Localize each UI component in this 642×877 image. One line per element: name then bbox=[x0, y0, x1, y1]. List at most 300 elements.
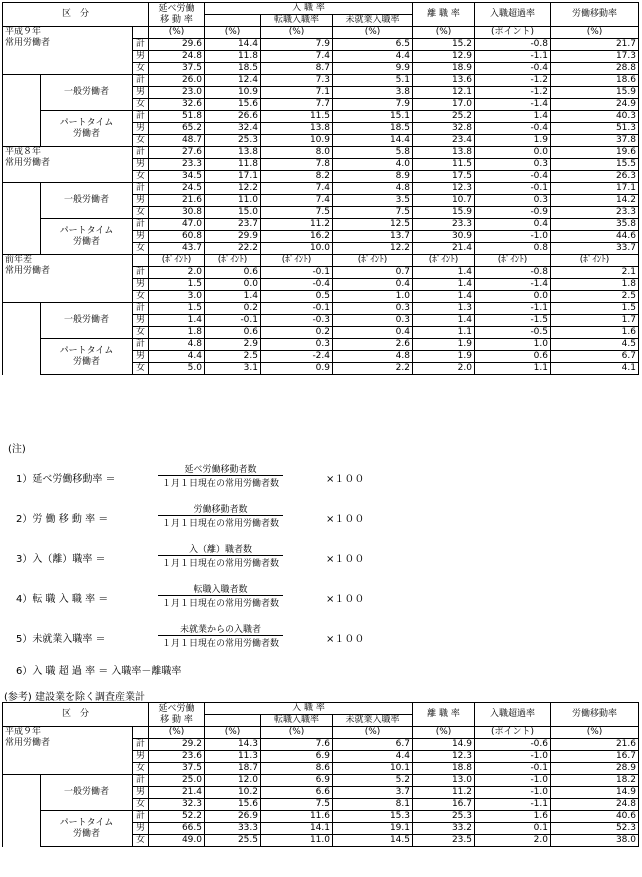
value-cell: 30.9 bbox=[413, 231, 475, 243]
value-cell: 1.5 bbox=[551, 303, 639, 315]
value-cell: 14.9 bbox=[413, 739, 475, 751]
value-cell: 18.8 bbox=[413, 763, 475, 775]
value-cell: 1.4 bbox=[205, 291, 261, 303]
value-cell: 29.6 bbox=[149, 39, 205, 51]
sex-cell: 計 bbox=[133, 39, 149, 51]
sex-cell: 計 bbox=[133, 183, 149, 195]
value-cell: 14.3 bbox=[205, 739, 261, 751]
group-label: パートタイム 労働者 bbox=[41, 339, 133, 375]
table-row bbox=[3, 775, 639, 787]
value-cell: 40.3 bbox=[551, 111, 639, 123]
value-cell: -0.4 bbox=[261, 279, 333, 291]
value-cell: 11.8 bbox=[205, 159, 261, 171]
value-cell: 3.5 bbox=[333, 195, 413, 207]
value-cell: 21.4 bbox=[413, 243, 475, 255]
unit-cell: (ﾎﾟｲﾝﾄ) bbox=[261, 255, 333, 267]
value-cell: 26.6 bbox=[205, 111, 261, 123]
value-cell: 44.6 bbox=[551, 231, 639, 243]
value-cell: 1.5 bbox=[149, 279, 205, 291]
sex-cell: 男 bbox=[133, 231, 149, 243]
value-cell: 51.8 bbox=[149, 111, 205, 123]
value-cell: 15.2 bbox=[413, 39, 475, 51]
sex-cell: 男 bbox=[133, 123, 149, 135]
value-cell: 32.3 bbox=[149, 799, 205, 811]
value-cell: 0.3 bbox=[475, 195, 551, 207]
group-label: 一般労働者 bbox=[41, 75, 133, 111]
value-cell: 4.8 bbox=[149, 339, 205, 351]
value-cell: -0.3 bbox=[261, 315, 333, 327]
value-cell: 1.4 bbox=[413, 267, 475, 279]
value-cell: -0.4 bbox=[475, 63, 551, 75]
group-label: 前年差 常用労働者 bbox=[3, 255, 133, 303]
value-cell: 29.2 bbox=[149, 739, 205, 751]
value-cell: 13.8 bbox=[413, 147, 475, 159]
value-cell: 7.5 bbox=[261, 799, 333, 811]
value-cell: 15.6 bbox=[205, 99, 261, 111]
header-nobe bbox=[149, 703, 205, 727]
indent-spacer bbox=[3, 811, 41, 847]
reference-table bbox=[2, 702, 639, 847]
header-nyushoku: 入 職 率 bbox=[205, 703, 413, 715]
header-nobe-line1: 延べ労働 bbox=[158, 3, 195, 14]
value-cell: 5.0 bbox=[149, 363, 205, 375]
value-cell: 0.4 bbox=[475, 219, 551, 231]
unit-cell: (%) bbox=[333, 727, 413, 739]
indent-spacer bbox=[3, 339, 41, 375]
value-cell: 11.0 bbox=[261, 835, 333, 847]
note-numerator: 労働移動者数 bbox=[193, 505, 248, 515]
value-cell: -1.1 bbox=[475, 303, 551, 315]
reference-title: (参考) 建設業を除く調査産業計 bbox=[4, 692, 145, 703]
value-cell: 4.4 bbox=[149, 351, 205, 363]
value-cell: 25.5 bbox=[205, 835, 261, 847]
header-tenshoku: 転職入職率 bbox=[261, 715, 333, 727]
value-cell: 4.5 bbox=[551, 339, 639, 351]
value-cell: 5.8 bbox=[333, 147, 413, 159]
value-cell: 11.0 bbox=[205, 195, 261, 207]
value-cell: 16.7 bbox=[413, 799, 475, 811]
sex-cell: 男 bbox=[133, 751, 149, 763]
value-cell: 18.9 bbox=[413, 63, 475, 75]
value-cell: 1.9 bbox=[413, 351, 475, 363]
value-cell: 10.7 bbox=[413, 195, 475, 207]
value-cell: 0.6 bbox=[205, 327, 261, 339]
value-cell: 4.1 bbox=[551, 363, 639, 375]
header-mishugyo: 未就業入職率 bbox=[333, 715, 413, 727]
value-cell: 12.2 bbox=[205, 183, 261, 195]
value-cell: 23.6 bbox=[149, 751, 205, 763]
value-cell: 0.8 bbox=[475, 243, 551, 255]
sex-cell: 計 bbox=[133, 147, 149, 159]
value-cell: 24.8 bbox=[149, 51, 205, 63]
table-row bbox=[3, 303, 639, 315]
value-cell: -1.0 bbox=[475, 787, 551, 799]
note-denominator: １月１日現在の常用労働者数 bbox=[158, 555, 283, 569]
value-cell: 4.0 bbox=[333, 159, 413, 171]
value-cell: 10.0 bbox=[261, 243, 333, 255]
value-cell: 28.9 bbox=[551, 763, 639, 775]
value-cell: 49.0 bbox=[149, 835, 205, 847]
group-label: 一般労働者 bbox=[41, 775, 133, 811]
unit-cell: (%) bbox=[413, 727, 475, 739]
note-item bbox=[8, 582, 628, 612]
note-item-6: 6）入 職 超 過 率 ＝ 入職率－離職率 bbox=[16, 666, 182, 677]
value-cell: 24.9 bbox=[551, 99, 639, 111]
value-cell: 0.0 bbox=[475, 291, 551, 303]
sex-cell: 計 bbox=[133, 811, 149, 823]
unit-cell: (%) bbox=[149, 727, 205, 739]
value-cell: 4.8 bbox=[333, 351, 413, 363]
value-cell: 0.9 bbox=[261, 363, 333, 375]
value-cell: -0.8 bbox=[475, 267, 551, 279]
indent-spacer bbox=[3, 183, 41, 219]
value-cell: 0.0 bbox=[205, 279, 261, 291]
note-item bbox=[8, 462, 628, 492]
table-row bbox=[3, 339, 639, 351]
header-choka: 入職超過率 bbox=[475, 3, 551, 27]
value-cell: 1.9 bbox=[475, 135, 551, 147]
unit-cell: (%) bbox=[413, 27, 475, 39]
note-numerator: 転職入職者数 bbox=[193, 585, 248, 595]
unit-cell: (%) bbox=[551, 727, 639, 739]
value-cell: 8.6 bbox=[261, 763, 333, 775]
indent-spacer bbox=[3, 219, 41, 255]
header-row bbox=[3, 3, 639, 15]
sex-cell: 計 bbox=[133, 739, 149, 751]
unit-cell: (%) bbox=[261, 727, 333, 739]
value-cell: 12.5 bbox=[333, 219, 413, 231]
value-cell: 16.7 bbox=[551, 751, 639, 763]
sex-cell: 女 bbox=[133, 327, 149, 339]
note-label: 2）労 働 移 動 率 ＝ bbox=[16, 514, 109, 525]
unit-cell: (ﾎﾟｲﾝﾄ) bbox=[149, 255, 205, 267]
value-cell: 10.9 bbox=[205, 87, 261, 99]
value-cell: 0.4 bbox=[333, 327, 413, 339]
value-cell: 18.5 bbox=[205, 63, 261, 75]
value-cell: 52.3 bbox=[551, 823, 639, 835]
value-cell: 26.3 bbox=[551, 171, 639, 183]
value-cell: -1.1 bbox=[475, 51, 551, 63]
value-cell: 7.3 bbox=[261, 75, 333, 87]
value-cell: 9.9 bbox=[333, 63, 413, 75]
note-fraction bbox=[158, 502, 283, 529]
value-cell: 14.1 bbox=[261, 823, 333, 835]
note-multiplier: ×１００ bbox=[326, 594, 365, 605]
sex-cell: 計 bbox=[133, 339, 149, 351]
value-cell: 22.2 bbox=[205, 243, 261, 255]
value-cell: 21.6 bbox=[149, 195, 205, 207]
value-cell: 1.1 bbox=[413, 327, 475, 339]
value-cell: 21.4 bbox=[149, 787, 205, 799]
value-cell: 32.4 bbox=[205, 123, 261, 135]
value-cell: 4.4 bbox=[333, 51, 413, 63]
value-cell: 2.5 bbox=[551, 291, 639, 303]
value-cell: 28.8 bbox=[551, 63, 639, 75]
value-cell: 18.2 bbox=[551, 775, 639, 787]
value-cell: 16.2 bbox=[261, 231, 333, 243]
value-cell: 25.3 bbox=[205, 135, 261, 147]
sex-cell: 女 bbox=[133, 291, 149, 303]
value-cell: 7.7 bbox=[261, 99, 333, 111]
table-row bbox=[3, 219, 639, 231]
note-item bbox=[8, 502, 628, 532]
value-cell: 6.5 bbox=[333, 39, 413, 51]
value-cell: 12.3 bbox=[413, 183, 475, 195]
value-cell: 17.5 bbox=[413, 171, 475, 183]
value-cell: 1.1 bbox=[475, 363, 551, 375]
value-cell: 0.2 bbox=[261, 327, 333, 339]
value-cell: 24.8 bbox=[551, 799, 639, 811]
value-cell: 0.0 bbox=[475, 147, 551, 159]
sex-cell: 男 bbox=[133, 351, 149, 363]
value-cell: 25.2 bbox=[413, 111, 475, 123]
value-cell: 60.8 bbox=[149, 231, 205, 243]
value-cell: 7.9 bbox=[333, 99, 413, 111]
value-cell: 13.8 bbox=[261, 123, 333, 135]
unit-sex-blank bbox=[133, 27, 149, 39]
value-cell: -1.4 bbox=[475, 99, 551, 111]
value-cell: 32.8 bbox=[413, 123, 475, 135]
value-cell: 7.4 bbox=[261, 183, 333, 195]
value-cell: 11.5 bbox=[261, 111, 333, 123]
sex-cell: 男 bbox=[133, 787, 149, 799]
value-cell: 0.4 bbox=[333, 279, 413, 291]
value-cell: 14.5 bbox=[333, 835, 413, 847]
value-cell: 12.2 bbox=[333, 243, 413, 255]
value-cell: 2.0 bbox=[413, 363, 475, 375]
unit-cell: (%) bbox=[333, 27, 413, 39]
note-item bbox=[8, 622, 628, 652]
value-cell: 0.7 bbox=[333, 267, 413, 279]
sex-cell: 女 bbox=[133, 63, 149, 75]
value-cell: -1.4 bbox=[475, 279, 551, 291]
value-cell: -0.6 bbox=[475, 739, 551, 751]
unit-cell: (%) bbox=[551, 27, 639, 39]
value-cell: 1.5 bbox=[149, 303, 205, 315]
value-cell: 15.0 bbox=[205, 207, 261, 219]
value-cell: 33.3 bbox=[205, 823, 261, 835]
indent-spacer bbox=[3, 775, 41, 811]
value-cell: 13.0 bbox=[413, 775, 475, 787]
sex-cell: 男 bbox=[133, 159, 149, 171]
value-cell: 2.5 bbox=[205, 351, 261, 363]
unit-cell: (ポイント) bbox=[475, 727, 551, 739]
value-cell: 0.6 bbox=[475, 351, 551, 363]
value-cell: 13.7 bbox=[333, 231, 413, 243]
header-roudou: 労働移動率 bbox=[551, 3, 639, 27]
value-cell: 48.7 bbox=[149, 135, 205, 147]
value-cell: 0.3 bbox=[475, 159, 551, 171]
value-cell: -1.0 bbox=[475, 751, 551, 763]
value-cell: 17.1 bbox=[551, 183, 639, 195]
value-cell: 8.9 bbox=[333, 171, 413, 183]
main-table bbox=[2, 2, 639, 375]
value-cell: 1.6 bbox=[475, 811, 551, 823]
sex-cell: 女 bbox=[133, 243, 149, 255]
value-cell: 27.6 bbox=[149, 147, 205, 159]
header-kubun: 区 分 bbox=[3, 3, 149, 27]
value-cell: 10.2 bbox=[205, 787, 261, 799]
value-cell: 2.0 bbox=[149, 267, 205, 279]
value-cell: 26.9 bbox=[205, 811, 261, 823]
note-label: 4）転 職 入 職 率 ＝ bbox=[16, 594, 109, 605]
value-cell: 26.0 bbox=[149, 75, 205, 87]
value-cell: 21.6 bbox=[551, 739, 639, 751]
value-cell: 0.1 bbox=[475, 823, 551, 835]
note-multiplier: ×１００ bbox=[326, 514, 365, 525]
note-multiplier: ×１００ bbox=[326, 474, 365, 485]
value-cell: 3.7 bbox=[333, 787, 413, 799]
header-blank bbox=[205, 715, 261, 727]
value-cell: 15.9 bbox=[413, 207, 475, 219]
value-cell: 5.2 bbox=[333, 775, 413, 787]
value-cell: 35.8 bbox=[551, 219, 639, 231]
value-cell: -0.1 bbox=[261, 303, 333, 315]
value-cell: 2.9 bbox=[205, 339, 261, 351]
value-cell: -0.8 bbox=[475, 39, 551, 51]
sex-cell: 女 bbox=[133, 763, 149, 775]
value-cell: 1.7 bbox=[551, 315, 639, 327]
sex-cell: 女 bbox=[133, 135, 149, 147]
value-cell: 34.5 bbox=[149, 171, 205, 183]
value-cell: 13.8 bbox=[205, 147, 261, 159]
value-cell: 33.2 bbox=[413, 823, 475, 835]
note-denominator: １月１日現在の常用労働者数 bbox=[158, 635, 283, 649]
value-cell: 7.4 bbox=[261, 51, 333, 63]
sex-cell: 計 bbox=[133, 111, 149, 123]
value-cell: 2.2 bbox=[333, 363, 413, 375]
note-multiplier: ×１００ bbox=[326, 554, 365, 565]
sex-cell: 女 bbox=[133, 835, 149, 847]
sex-cell: 男 bbox=[133, 195, 149, 207]
value-cell: 6.6 bbox=[261, 787, 333, 799]
value-cell: 43.7 bbox=[149, 243, 205, 255]
value-cell: 12.3 bbox=[413, 751, 475, 763]
note-fraction bbox=[158, 462, 283, 489]
note-label: 3）入（離）職率 ＝ bbox=[16, 554, 106, 565]
value-cell: 7.5 bbox=[333, 207, 413, 219]
value-cell: 15.1 bbox=[333, 111, 413, 123]
header-nobe bbox=[149, 3, 205, 27]
value-cell: 1.8 bbox=[149, 327, 205, 339]
value-cell: 4.4 bbox=[333, 751, 413, 763]
value-cell: 14.2 bbox=[551, 195, 639, 207]
value-cell: 23.7 bbox=[205, 219, 261, 231]
value-cell: 12.4 bbox=[205, 75, 261, 87]
value-cell: 10.1 bbox=[333, 763, 413, 775]
value-cell: -0.5 bbox=[475, 327, 551, 339]
value-cell: 25.3 bbox=[413, 811, 475, 823]
value-cell: 1.4 bbox=[413, 279, 475, 291]
value-cell: 23.3 bbox=[413, 219, 475, 231]
sex-cell: 女 bbox=[133, 799, 149, 811]
value-cell: -0.4 bbox=[475, 171, 551, 183]
value-cell: 14.9 bbox=[551, 787, 639, 799]
header-rishoku: 離 職 率 bbox=[413, 3, 475, 27]
value-cell: 11.6 bbox=[261, 811, 333, 823]
value-cell: 10.9 bbox=[261, 135, 333, 147]
value-cell: 23.4 bbox=[413, 135, 475, 147]
value-cell: 11.5 bbox=[413, 159, 475, 171]
unit-sex-blank bbox=[133, 255, 149, 267]
value-cell: 17.1 bbox=[205, 171, 261, 183]
value-cell: 11.2 bbox=[413, 787, 475, 799]
units-row bbox=[3, 27, 639, 39]
unit-cell: (ﾎﾟｲﾝﾄ) bbox=[205, 255, 261, 267]
unit-cell: (ﾎﾟｲﾝﾄ) bbox=[551, 255, 639, 267]
unit-cell: (ﾎﾟｲﾝﾄ) bbox=[475, 255, 551, 267]
header-nobe-line2: 移 動 率 bbox=[160, 14, 193, 25]
value-cell: 29.9 bbox=[205, 231, 261, 243]
indent-spacer bbox=[3, 111, 41, 147]
note-numerator: 延べ労働移動者数 bbox=[184, 465, 257, 475]
value-cell: 25.0 bbox=[149, 775, 205, 787]
header-rishoku: 離 職 率 bbox=[413, 703, 475, 727]
header-mishugyo: 未就業入職率 bbox=[333, 15, 413, 27]
value-cell: 1.0 bbox=[475, 339, 551, 351]
unit-cell: (ﾎﾟｲﾝﾄ) bbox=[333, 255, 413, 267]
value-cell: 18.7 bbox=[205, 763, 261, 775]
value-cell: 23.0 bbox=[149, 87, 205, 99]
group-label: パートタイム 労働者 bbox=[41, 811, 133, 847]
value-cell: 11.3 bbox=[205, 751, 261, 763]
value-cell: 0.2 bbox=[205, 303, 261, 315]
value-cell: 17.3 bbox=[551, 51, 639, 63]
value-cell: 0.3 bbox=[333, 315, 413, 327]
value-cell: 6.9 bbox=[261, 751, 333, 763]
note-numerator: 入（離）職者数 bbox=[189, 545, 253, 555]
value-cell: 2.1 bbox=[551, 267, 639, 279]
header-nobe-line2: 移 動 率 bbox=[160, 714, 193, 725]
unit-cell: (%) bbox=[205, 27, 261, 39]
note-item bbox=[8, 542, 628, 572]
note-label: 5）未就業入職率 ＝ bbox=[16, 634, 106, 645]
value-cell: 12.0 bbox=[205, 775, 261, 787]
value-cell: 1.9 bbox=[413, 339, 475, 351]
sex-cell: 女 bbox=[133, 99, 149, 111]
table-row bbox=[3, 75, 639, 87]
group-label: 一般労働者 bbox=[41, 183, 133, 219]
value-cell: 0.3 bbox=[333, 303, 413, 315]
value-cell: 18.6 bbox=[551, 75, 639, 87]
value-cell: -1.0 bbox=[475, 775, 551, 787]
value-cell: 11.2 bbox=[261, 219, 333, 231]
value-cell: 17.0 bbox=[413, 99, 475, 111]
value-cell: 6.9 bbox=[261, 775, 333, 787]
value-cell: 7.6 bbox=[261, 739, 333, 751]
value-cell: -1.0 bbox=[475, 231, 551, 243]
note-numerator: 未就業からの入職者 bbox=[180, 625, 262, 635]
units-row bbox=[3, 727, 639, 739]
value-cell: 1.8 bbox=[551, 279, 639, 291]
value-cell: -0.1 bbox=[261, 267, 333, 279]
value-cell: 6.7 bbox=[551, 351, 639, 363]
value-cell: 7.9 bbox=[261, 39, 333, 51]
value-cell: 0.6 bbox=[205, 267, 261, 279]
sex-cell: 女 bbox=[133, 171, 149, 183]
value-cell: 23.3 bbox=[149, 159, 205, 171]
value-cell: 52.2 bbox=[149, 811, 205, 823]
header-kubun: 区 分 bbox=[3, 703, 149, 727]
value-cell: -1.5 bbox=[475, 315, 551, 327]
note-label: 1）延べ労働移動率 ＝ bbox=[16, 474, 116, 485]
value-cell: 18.5 bbox=[333, 123, 413, 135]
value-cell: 23.3 bbox=[551, 207, 639, 219]
value-cell: -1.1 bbox=[475, 799, 551, 811]
value-cell: 15.9 bbox=[551, 87, 639, 99]
value-cell: 33.7 bbox=[551, 243, 639, 255]
group-label: 平成９年 常用労働者 bbox=[3, 27, 133, 75]
